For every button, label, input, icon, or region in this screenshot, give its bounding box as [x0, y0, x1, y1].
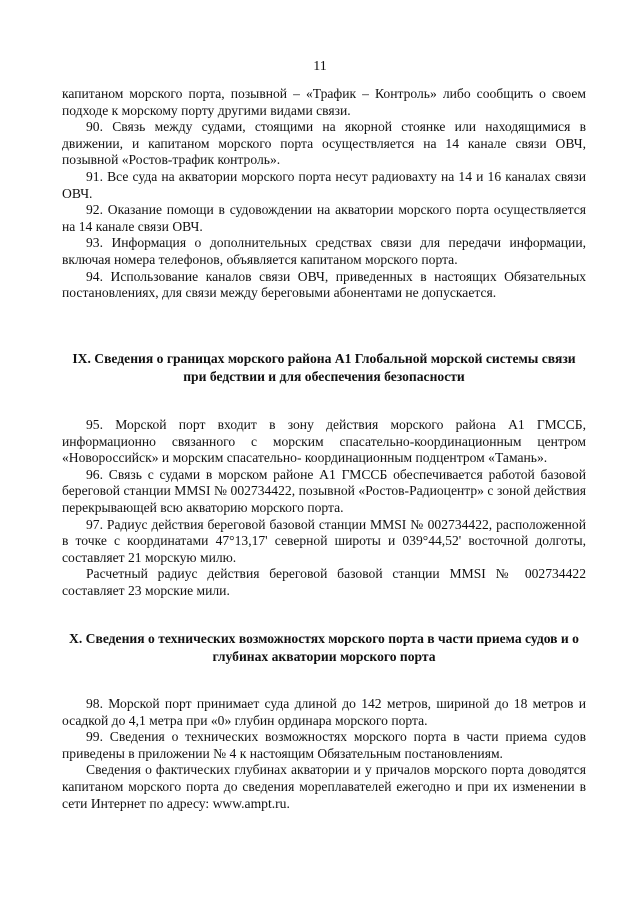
- paragraph-97-continued: Расчетный радиус действия береговой базовой станции MMSI № 002734422 составляет 23 морские мили.: [62, 566, 586, 598]
- paragraph-89-continued: капитаном морского порта, позывной – «Трафик – Контроль» либо сообщить о своем подходе к морскому порту другими видами связи.: [62, 86, 586, 118]
- paragraph-93: 93. Информация о дополнительных средствах связи для передачи информации, включая номера телефонов, объявляется капитаном морского порта.: [62, 235, 586, 267]
- paragraph-91: 91. Все суда на акватории морского порта несут радиовахту на 14 и 16 каналах связи ОВЧ.: [62, 168, 586, 201]
- paragraph-94: 94. Использование каналов связи ОВЧ, приведенных в настоящих Обязательных постановлениях, для связи между береговыми абонентами не допускается.: [62, 268, 586, 301]
- section-9-heading: IX. Сведения о границах морского района А1 Глобальной морской системы связи при бедствии и для обеспечения безопасности: [72, 351, 576, 384]
- paragraph-95: 95. Морской порт входит в зону действия морского района А1 ГМССБ, информационно связанного с морским спасательно-координационным центром «Новороссийск» и морским спасательно- координационным подцентром «Тамань».: [62, 417, 586, 466]
- paragraph-97: 97. Радиус действия береговой базовой станции MMSI № 002734422, расположенной в точке с координатами 47°13,17' северной широты и 039°44,52' восточной долготы, составляет 21 морскую милю.: [62, 516, 586, 565]
- paragraph-99-continued: Сведения о фактических глубинах акватории и у причалов морского порта доводятся капитаном морского порта до сведения мореплавателей ежегодно и при их изменении в сети Интернет по адресу: www.ampt.ru.: [62, 762, 586, 811]
- communication-paragraphs: [62, 86, 586, 302]
- section-10-heading: X. Сведения о технических возможностях морского порта в части приема судов и о глубинах акватории морского порта: [69, 631, 579, 664]
- paragraph-90: 90. Связь между судами, стоящими на якорной стоянке или находящимися в движении, и капитаном морского порта осуществляется на 14 канале связи ОВЧ, позывной «Ростов-трафик контроль».: [62, 119, 586, 168]
- section-9-body: [62, 417, 586, 600]
- paragraph-92: 92. Оказание помощи в судовождении на акватории морского порта осуществляется на 14 канале связи ОВЧ.: [62, 202, 586, 234]
- page-number: 11: [313, 59, 327, 74]
- paragraph-98: 98. Морской порт принимает суда длиной до 142 метров, шириной до 18 метров и осадкой до 4,1 метра при «0» глубин ординара морского порта.: [62, 696, 586, 728]
- paragraph-96: 96. Связь с судами в морском районе А1 ГМССБ обеспечивается работой базовой береговой станции MMSI № 002734422, позывной «Ростов-Радиоцентр» с зоной действия перекрывающей всю акваторию морского порта.: [62, 466, 586, 515]
- paragraph-99: 99. Сведения о технических возможностях морского порта в части приема судов приведены в приложении № 4 к настоящим Обязательным постановлениям.: [62, 729, 586, 761]
- section-10-body: [62, 696, 586, 812]
